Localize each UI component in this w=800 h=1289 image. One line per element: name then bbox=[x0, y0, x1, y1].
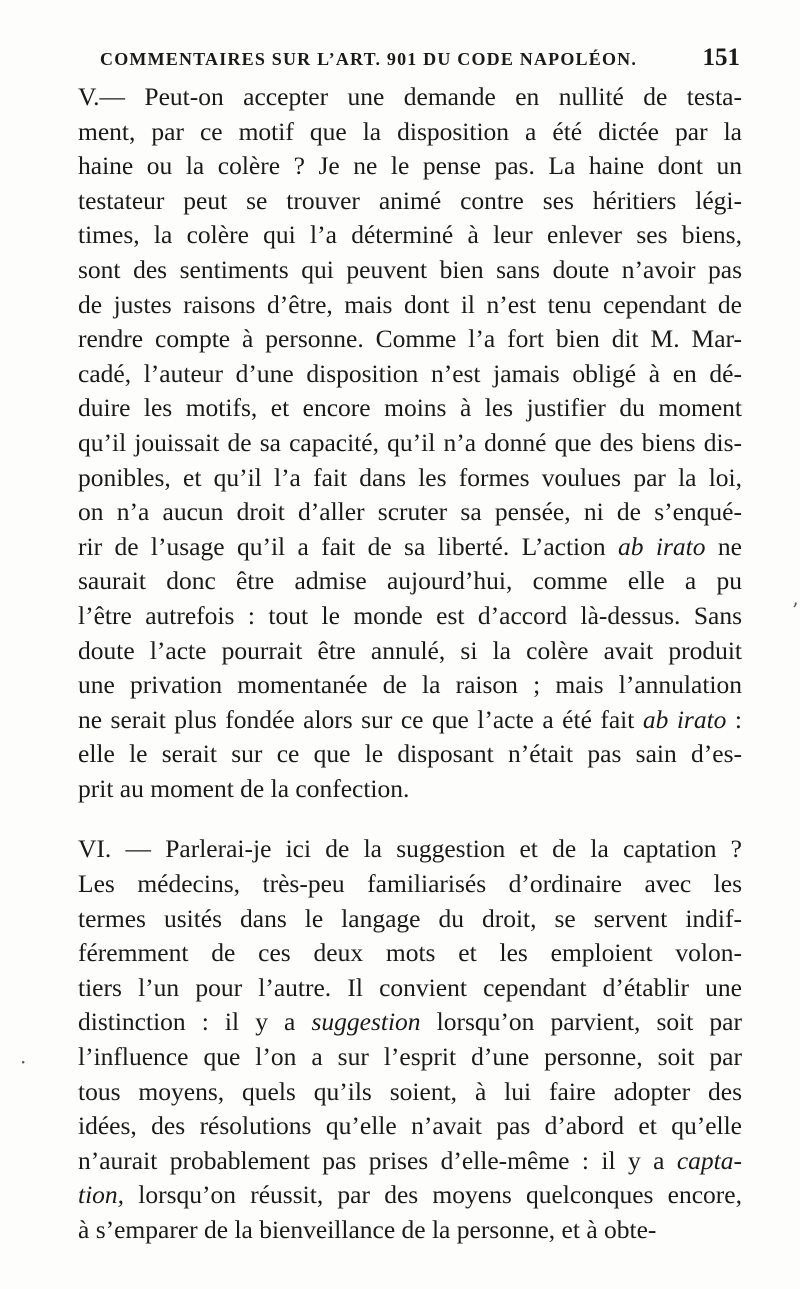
text-segment: testateur peut se trouver animé contre ses héritiers légi- bbox=[78, 185, 742, 215]
text-segment: n’aurait probablement pas prises d’elle-même : il y a bbox=[78, 1145, 677, 1175]
text-line bbox=[78, 737, 742, 772]
text-segment: termes usités dans le langage du droit, se servent indif- bbox=[78, 903, 742, 933]
text-line bbox=[78, 322, 742, 357]
margin-mark: ’ bbox=[792, 598, 799, 622]
paragraph bbox=[78, 80, 742, 806]
text-line bbox=[78, 564, 742, 599]
text-line bbox=[78, 832, 742, 867]
text-segment: elle le serait sur ce que le disposant n’était pas sain d’es- bbox=[78, 739, 742, 769]
text-line bbox=[78, 867, 742, 902]
text-line bbox=[78, 530, 742, 565]
text-segment: lorsqu’on parvient, soit par bbox=[420, 1007, 742, 1037]
text-line bbox=[78, 495, 742, 530]
text-line bbox=[78, 902, 742, 937]
margin-mark: · bbox=[20, 1050, 27, 1074]
text-segment: lorsqu’on réussit, par des moyens quelconques encore, bbox=[124, 1180, 742, 1210]
text-line bbox=[78, 253, 742, 288]
text-segment: rendre compte à personne. Comme l’a fort bien dit M. Mar- bbox=[78, 324, 742, 354]
text-line bbox=[78, 391, 742, 426]
text-line bbox=[78, 772, 742, 807]
text-line bbox=[78, 1178, 742, 1213]
text-segment: tiers l’un pour l’autre. Il convient cependant d’établir une bbox=[78, 972, 742, 1002]
text-line bbox=[78, 1040, 742, 1075]
text-line bbox=[78, 971, 742, 1006]
text-segment: sont des sentiments qui peuvent bien sans doute n’avoir pas bbox=[78, 254, 742, 284]
text-segment: : bbox=[726, 704, 743, 734]
text-line bbox=[78, 936, 742, 971]
text-segment: de justes raisons d’être, mais dont il n’est tenu cependant de bbox=[78, 289, 742, 319]
text-line bbox=[78, 1213, 742, 1248]
text-line bbox=[78, 149, 742, 184]
paragraph bbox=[78, 832, 742, 1247]
text-segment: times, la colère qui l’a déterminé à leur enlever ses biens, bbox=[78, 220, 742, 250]
text-segment: distinction : il y a bbox=[78, 1007, 312, 1037]
text-line bbox=[78, 357, 742, 392]
text-line bbox=[78, 668, 742, 703]
text-segment: ne serait plus fondée alors sur ce que l’acte a été fait bbox=[78, 704, 643, 734]
text-segment: duire les motifs, et encore moins à les justifier du moment bbox=[78, 393, 742, 423]
text-segment: V.— Peut-on accepter une demande en nullité de testa- bbox=[78, 82, 742, 111]
italic-term: ab irato bbox=[618, 531, 706, 561]
body-text bbox=[78, 80, 742, 1248]
text-segment: Les médecins, très-peu familiarisés d’ordinaire avec les bbox=[78, 869, 742, 899]
text-segment: doute l’acte pourrait être annulé, si la colère avait produit bbox=[78, 635, 742, 665]
text-segment: saurait donc être admise aujourd’hui, comme elle a pu bbox=[78, 566, 742, 596]
text-segment: l’influence que l’on a sur l’esprit d’une personne, soit par bbox=[78, 1042, 742, 1072]
running-title: COMMENTAIRES SUR L’ART. 901 DU CODE NAPOLÉON. bbox=[100, 49, 638, 69]
text-segment: l’être autrefois : tout le monde est d’accord là-dessus. Sans bbox=[78, 600, 742, 630]
text-line bbox=[78, 115, 742, 150]
text-segment: une privation momentanée de la raison ; mais l’annulation bbox=[78, 670, 742, 700]
text-segment: idées, des résolutions qu’elle n’avait pas d’abord et qu’elle bbox=[78, 1111, 742, 1141]
italic-term: capta- bbox=[676, 1145, 742, 1175]
page-number: 151 bbox=[702, 44, 740, 71]
text-line bbox=[78, 184, 742, 219]
text-segment: ment, par ce motif que la disposition a été dictée par la bbox=[78, 116, 742, 146]
text-line bbox=[78, 1005, 742, 1040]
text-segment: rir de l’usage qu’il a fait de sa liberté. L’action bbox=[78, 531, 619, 561]
text-line bbox=[78, 634, 742, 669]
text-segment: prit au moment de la confection. bbox=[78, 773, 410, 803]
text-line bbox=[78, 1109, 742, 1144]
text-segment: haine ou la colère ? Je ne le pense pas. La haine dont un bbox=[78, 151, 742, 181]
italic-term: suggestion bbox=[311, 1007, 421, 1037]
text-segment: ponibles, et qu’il l’a fait dans les formes voulues par la loi, bbox=[78, 462, 742, 492]
text-segment: qu’il jouissait de sa capacité, qu’il n’a donné que des biens dis- bbox=[78, 427, 742, 457]
text-segment: VI. — Parlerai-je ici de la suggestion et de la captation ? bbox=[78, 834, 742, 864]
text-segment: on n’a aucun droit d’aller scruter sa pensée, ni de s’enqué- bbox=[78, 497, 742, 527]
text-line bbox=[78, 703, 742, 738]
text-line bbox=[78, 426, 742, 461]
text-line bbox=[78, 461, 742, 496]
text-line bbox=[78, 599, 742, 634]
text-segment: féremment de ces deux mots et les emploient volon- bbox=[78, 938, 742, 968]
running-head bbox=[100, 44, 740, 74]
text-line bbox=[78, 218, 742, 253]
text-line bbox=[78, 288, 742, 323]
text-segment: tous moyens, quels qu’ils soient, à lui faire adopter des bbox=[78, 1076, 742, 1106]
text-segment: à s’emparer de la bienveillance de la personne, et à obte- bbox=[78, 1215, 657, 1244]
text-line bbox=[78, 80, 742, 115]
italic-term: tion, bbox=[78, 1180, 125, 1210]
text-segment: ne bbox=[705, 531, 742, 561]
text-segment: cadé, l’auteur d’une disposition n’est jamais obligé à en dé- bbox=[78, 358, 742, 388]
italic-term: ab irato bbox=[642, 704, 727, 734]
text-line bbox=[78, 1144, 742, 1179]
text-line bbox=[78, 1075, 742, 1110]
